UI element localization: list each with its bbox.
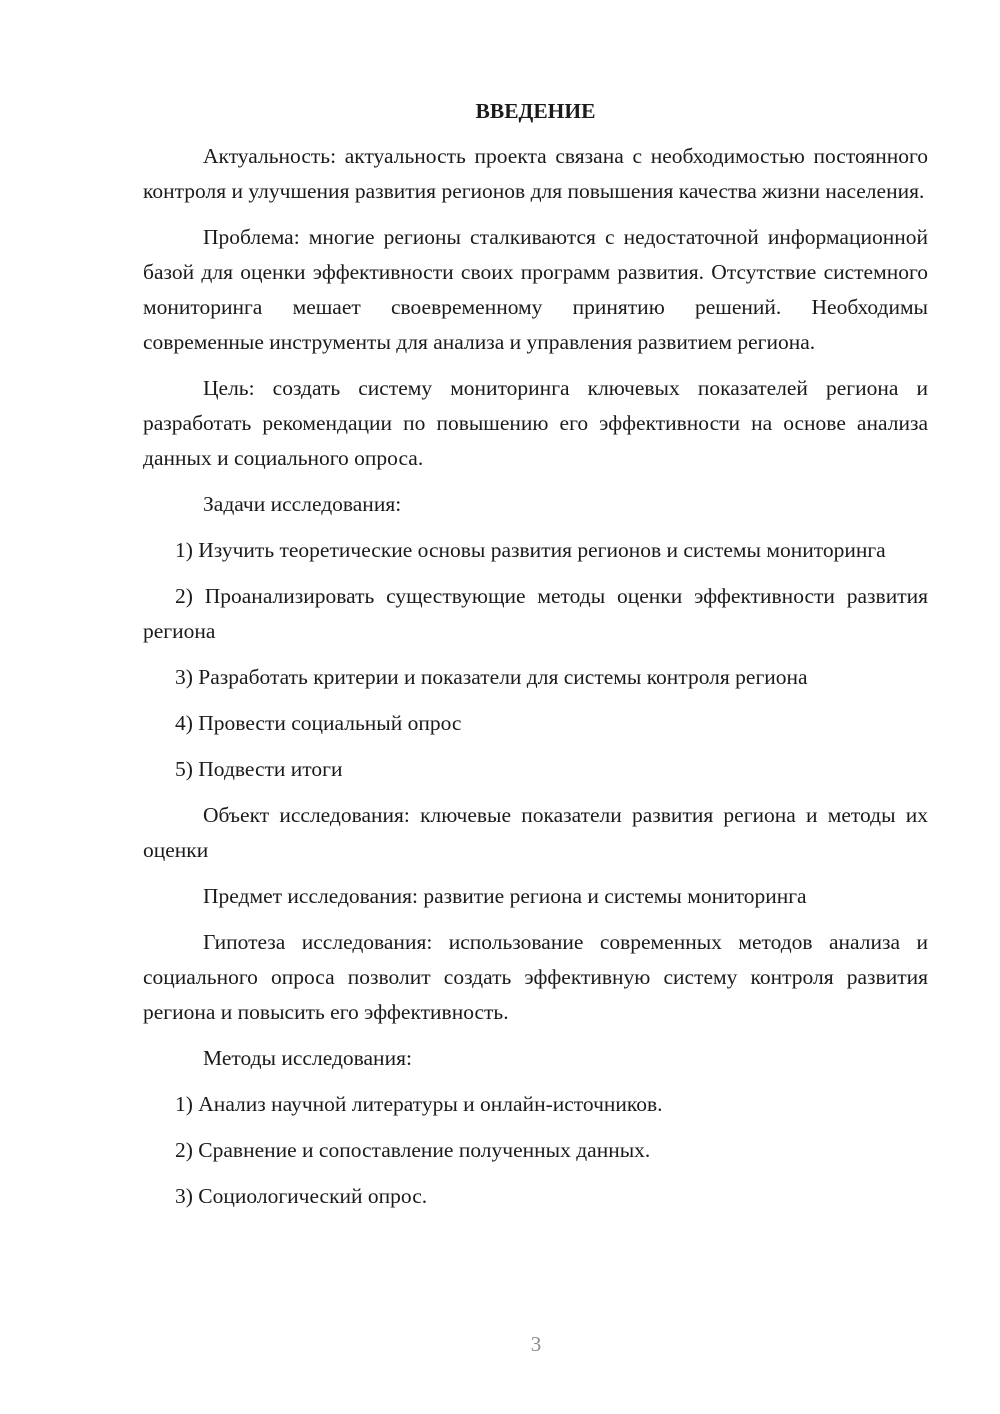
method-item: 1) Анализ научной литературы и онлайн-источников. (175, 1092, 663, 1116)
tasks-heading: Задачи исследования: (203, 492, 402, 516)
paragraph-problem: Проблема: многие регионы сталкиваются с недостаточной информационной базой для оценки эффективности своих программ развития. Отсутствие системного мониторинга мешает своевременному принятию решений. Необходимы современные инструменты для анализа и управления развитием региона. (143, 225, 928, 354)
task-item: 4) Провести социальный опрос (175, 711, 462, 735)
paragraph-subject: Предмет исследования: развитие региона и системы мониторинга (203, 884, 807, 908)
page-content (143, 94, 928, 1225)
section-title: ВВЕДЕНИЕ (475, 99, 596, 123)
task-item: 3) Разработать критерии и показатели для системы контроля региона (175, 665, 808, 689)
paragraph-relevance: Актуальность: актуальность проекта связана с необходимостью постоянного контроля и улучшения развития регионов для повышения качества жизни населения. (143, 144, 928, 203)
paragraph-object: Объект исследования: ключевые показатели развития региона и методы их оценки (143, 803, 928, 862)
methods-heading: Методы исследования: (203, 1046, 412, 1070)
page-number: 3 (530, 1332, 542, 1356)
task-item: 1) Изучить теоретические основы развития регионов и системы мониторинга (175, 538, 886, 562)
method-item: 2) Сравнение и сопоставление полученных данных. (175, 1138, 651, 1162)
method-item: 3) Социологический опрос. (175, 1184, 428, 1208)
task-item: 2) Проанализировать существующие методы оценки эффективности развития региона (143, 584, 928, 643)
task-item: 5) Подвести итоги (175, 757, 343, 781)
paragraph-hypothesis: Гипотеза исследования: использование современных методов анализа и социального опроса позволит создать эффективную систему контроля развития региона и повысить его эффективность. (143, 930, 928, 1024)
paragraph-goal: Цель: создать систему мониторинга ключевых показателей региона и разработать рекомендации по повышению его эффективности на основе анализа данных и социального опроса. (143, 376, 928, 470)
